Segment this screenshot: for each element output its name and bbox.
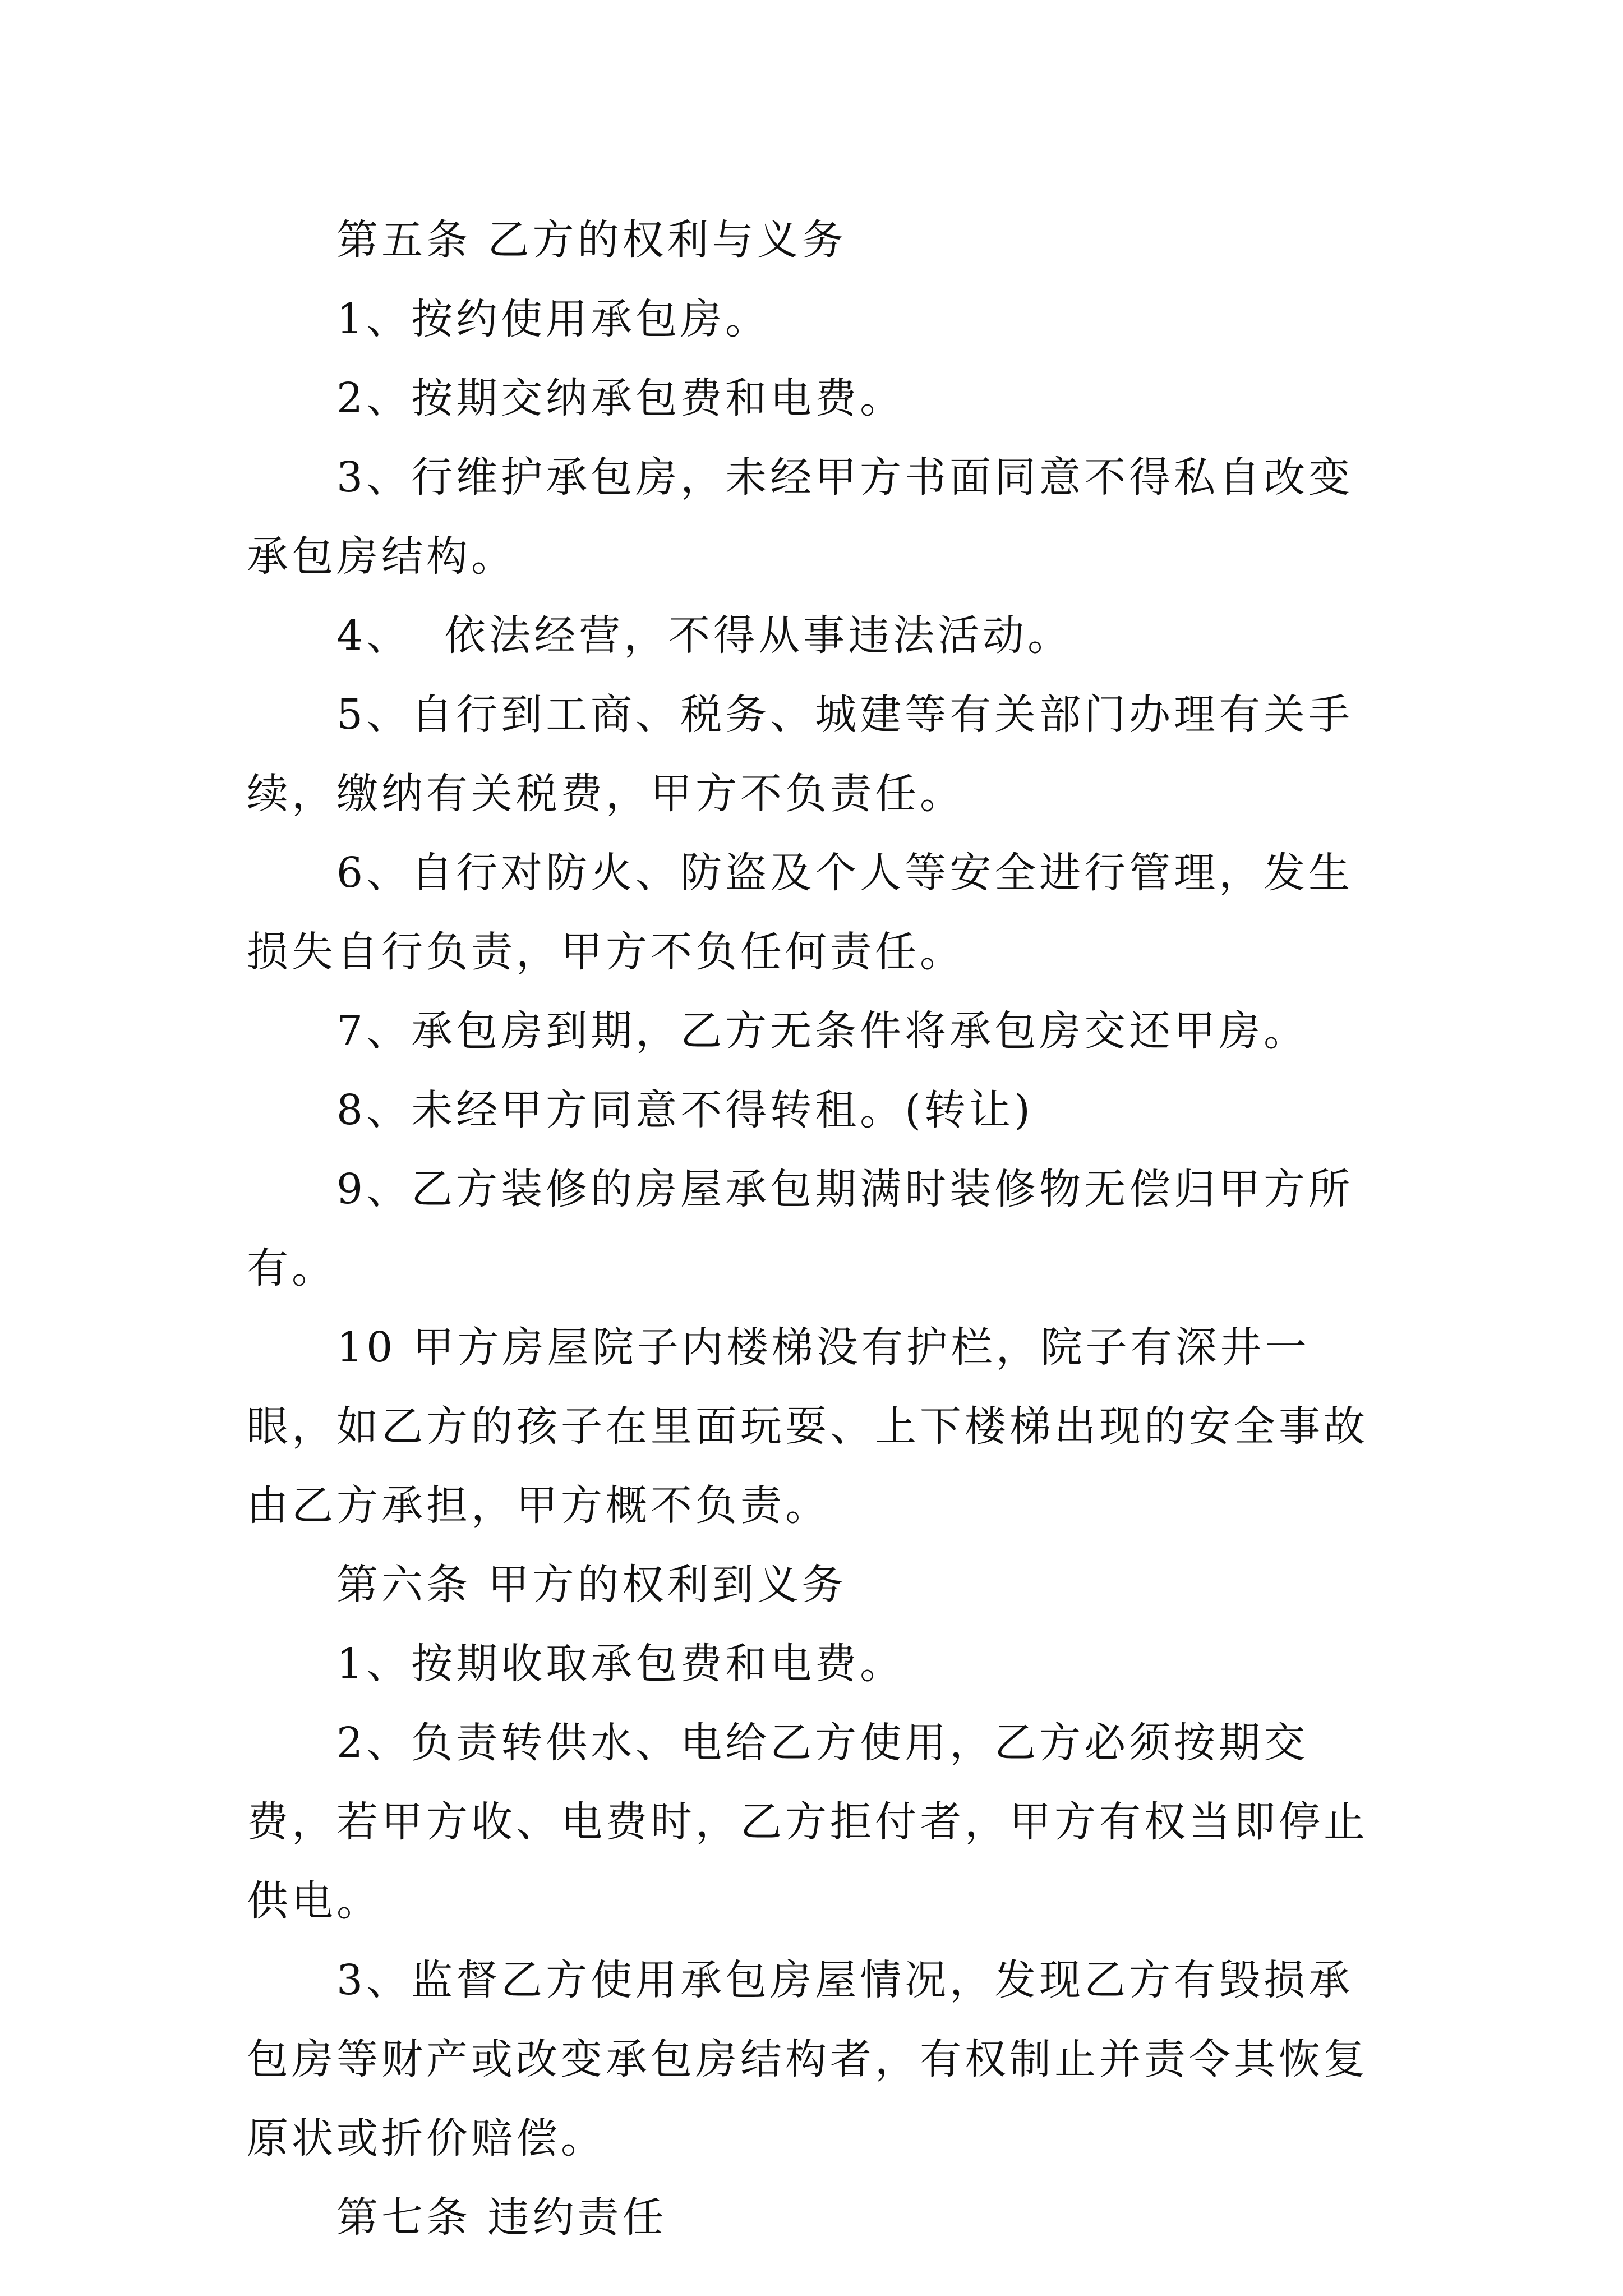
article-5-item-1: 1、按约使用承包房。 (336, 295, 771, 343)
article-5-item-9: 9、乙方装修的房屋承包期满时装修物无偿归甲方所有。 (247, 1165, 1354, 1292)
article-5-item-4: 4、 依法经营，不得从事违法活动。 (336, 611, 1073, 660)
article-5-item-8: 8、未经甲方同意不得转租。(转让) (336, 1086, 1034, 1134)
document-body (247, 201, 1391, 2257)
article-6-item-1: 1、按期收取承包费和电费。 (336, 1640, 905, 1688)
article-6-item-2: 2、负责转供水、电给乙方使用，乙方必须按期交费，若甲方收、电费时，乙方拒付者，甲方有权当即停止供电。 (247, 1719, 1368, 1925)
article-5-item-10: 10 甲方房屋院子内楼梯没有护栏，院子有深井一眼，如乙方的孩子在里面玩耍、上下楼梯出现的安全事故由乙方承担，甲方概不负责。 (247, 1323, 1368, 1530)
article-5-item-7: 7、承包房到期，乙方无条件将承包房交还甲房。 (336, 1007, 1309, 1055)
article-6-item-3: 3、监督乙方使用承包房屋情况，发现乙方有毁损承包房等财产或改变承包房结构者，有权制止并责令其恢复原状或折价赔偿。 (247, 1956, 1368, 2162)
article-5-item-3: 3、行维护承包房，未经甲方书面同意不得私自改变承包房结构。 (247, 453, 1354, 581)
article-5-item-2: 2、按期交纳承包费和电费。 (336, 374, 905, 422)
article-5-item-6: 6、自行对防火、防盗及个人等安全进行管理，发生损失自行负责，甲方不负任何责任。 (247, 849, 1354, 976)
article-6-heading: 第六条 甲方的权利到义务 (336, 1561, 847, 1609)
article-5-heading: 第五条 乙方的权利与义务 (336, 216, 847, 264)
article-5-item-5: 5、自行到工商、税务、城建等有关部门办理有关手续，缴纳有关税费，甲方不负责任。 (247, 691, 1354, 818)
article-7-heading: 第七条 违约责任 (336, 2193, 667, 2242)
